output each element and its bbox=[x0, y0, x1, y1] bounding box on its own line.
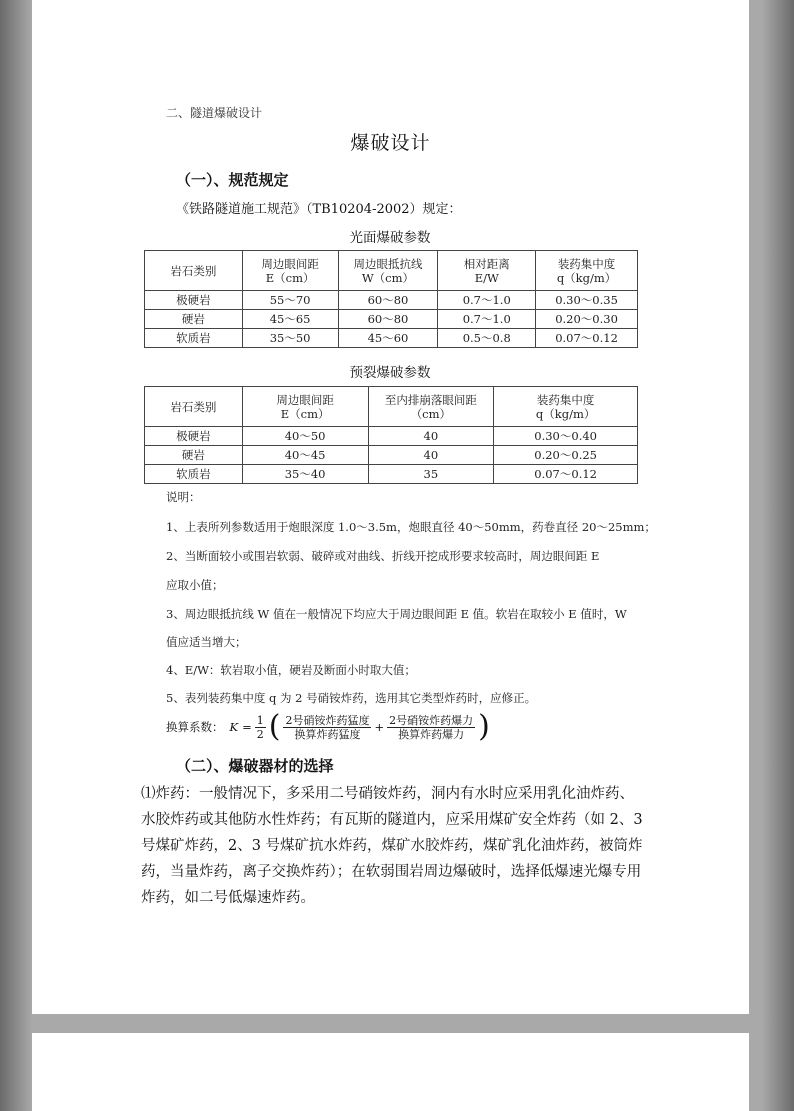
note-line: 1、上表所列参数适用于炮眼深度 1.0～3.5m，炮眼直径 40～50mm，药卷直径 20～25mm； bbox=[166, 520, 656, 534]
presplit-blasting-table bbox=[144, 386, 638, 484]
note-line: 2、当断面较小或围岩软弱、破碎或对曲线、折线开挖成形要求较高时，周边眼间距 E bbox=[166, 549, 600, 563]
fraction-denominator: 2 bbox=[256, 727, 264, 741]
smooth-blasting-table bbox=[144, 250, 638, 348]
note-line: 值应适当增大； bbox=[166, 635, 247, 649]
table-row bbox=[145, 291, 638, 310]
table-cell: 软质岩 bbox=[145, 465, 243, 484]
note-line: 应取小值； bbox=[166, 578, 224, 592]
formula-fraction bbox=[283, 714, 371, 741]
table-cell: 0.07～0.12 bbox=[536, 329, 638, 348]
header-cell: 装药集中度 q（kg/m） bbox=[536, 251, 638, 291]
fraction-numerator: 2号硝铵炸药爆力 bbox=[389, 713, 474, 727]
table-cell: 0.20～0.30 bbox=[536, 310, 638, 329]
page-title: 爆破设计 bbox=[350, 132, 431, 154]
table-cell: 60～80 bbox=[338, 291, 438, 310]
table-header-row bbox=[145, 387, 638, 427]
table-cell: 55～70 bbox=[242, 291, 338, 310]
header-cell: 周边眼间距 E（cm） bbox=[242, 251, 338, 291]
fraction-denominator: 换算炸药猛度 bbox=[294, 727, 361, 741]
table-header-row bbox=[145, 251, 638, 291]
table-cell: 40～50 bbox=[242, 427, 368, 446]
table-row bbox=[145, 310, 638, 329]
intro-text: 《铁路隧道施工规范》（TB10204-2002）规定： bbox=[176, 202, 462, 217]
note-line: 4、E/W：软岩取小值，硬岩及断面小时取大值； bbox=[166, 663, 416, 677]
document-page bbox=[32, 0, 749, 1014]
table-cell: 硬岩 bbox=[145, 310, 243, 329]
close-paren: ) bbox=[478, 709, 490, 744]
table-cell: 极硬岩 bbox=[145, 291, 243, 310]
table-cell: 0.7～1.0 bbox=[438, 291, 536, 310]
header-cell: 周边眼抵抗线 W（cm） bbox=[338, 251, 438, 291]
fraction-denominator: 换算炸药爆力 bbox=[398, 727, 465, 741]
header-cell: 至内排崩落眼间距 （cm） bbox=[368, 387, 494, 427]
table-cell: 45～65 bbox=[242, 310, 338, 329]
table-cell: 35～50 bbox=[242, 329, 338, 348]
table-row bbox=[145, 446, 638, 465]
header-cell: 周边眼间距 E（cm） bbox=[242, 387, 368, 427]
table-cell: 40 bbox=[368, 446, 494, 465]
table-cell: 极硬岩 bbox=[145, 427, 243, 446]
table-row bbox=[145, 427, 638, 446]
table-cell: 40～45 bbox=[242, 446, 368, 465]
formula-plus: + bbox=[374, 720, 385, 734]
table-cell: 0.30～0.35 bbox=[536, 291, 638, 310]
heading-equipment: （二）、爆破器材的选择 bbox=[176, 757, 334, 775]
table-cell: 硬岩 bbox=[145, 446, 243, 465]
formula-k: K bbox=[229, 720, 239, 734]
section-label: 二、隧道爆破设计 bbox=[166, 106, 263, 120]
fraction-numerator: 1 bbox=[256, 713, 264, 727]
table-cell: 45～60 bbox=[338, 329, 438, 348]
note-line: 5、表列装药集中度 q 为 2 号硝铵炸药，选用其它类型炸药时，应修正。 bbox=[166, 691, 537, 705]
table-cell: 软质岩 bbox=[145, 329, 243, 348]
formula-fraction bbox=[387, 714, 475, 741]
next-page bbox=[32, 1033, 749, 1111]
formula-label: 换算系数： bbox=[166, 720, 224, 734]
table-cell: 60～80 bbox=[338, 310, 438, 329]
header-cell: 岩石类别 bbox=[145, 251, 243, 291]
open-paren: ( bbox=[268, 709, 281, 744]
table-cell: 0.30～0.40 bbox=[494, 427, 638, 446]
formula-coefficient bbox=[255, 714, 266, 741]
body-paragraph: ⑴炸药：一般情况下，多采用二号硝铵炸药，洞内有水时应采用乳化油炸药、水胶炸药或其他防水性炸药；有瓦斯的隧道内，应采用煤矿安全炸药（如 2、3 号煤矿炸药，2、3 号煤矿抗水炸药，煤矿水胶炸药，煤矿乳化油炸药，被筒炸药，当量炸药，离子交换炸药）；在软弱围岩周边爆破时，选择低爆速光爆专用炸药，如二号低爆速炸药。 bbox=[141, 786, 643, 906]
table1-caption: 光面爆破参数 bbox=[349, 230, 431, 246]
notes-label: 说明： bbox=[166, 490, 201, 504]
fraction-numerator: 2号硝铵炸药猛度 bbox=[285, 713, 370, 727]
header-cell: 装药集中度 q（kg/m） bbox=[494, 387, 638, 427]
table-cell: 0.07～0.12 bbox=[494, 465, 638, 484]
table-row bbox=[145, 329, 638, 348]
table-cell: 35～40 bbox=[242, 465, 368, 484]
note-line: 3、周边眼抵抗线 W 值在一般情况下均应大于周边眼间距 E 值。软岩在取较小 E 值时，W bbox=[166, 607, 627, 621]
table2-caption: 预裂爆破参数 bbox=[349, 365, 431, 381]
table-cell: 0.7～1.0 bbox=[438, 310, 536, 329]
conversion-formula bbox=[166, 709, 490, 744]
header-cell: 岩石类别 bbox=[145, 387, 243, 427]
table-row bbox=[145, 465, 638, 484]
formula-equals: = bbox=[242, 720, 252, 734]
table-cell: 0.20～0.25 bbox=[494, 446, 638, 465]
table-cell: 40 bbox=[368, 427, 494, 446]
table-cell: 35 bbox=[368, 465, 494, 484]
header-cell: 相对距离 E/W bbox=[438, 251, 536, 291]
heading-regulations: （一）、规范规定 bbox=[176, 171, 289, 189]
table-cell: 0.5～0.8 bbox=[438, 329, 536, 348]
